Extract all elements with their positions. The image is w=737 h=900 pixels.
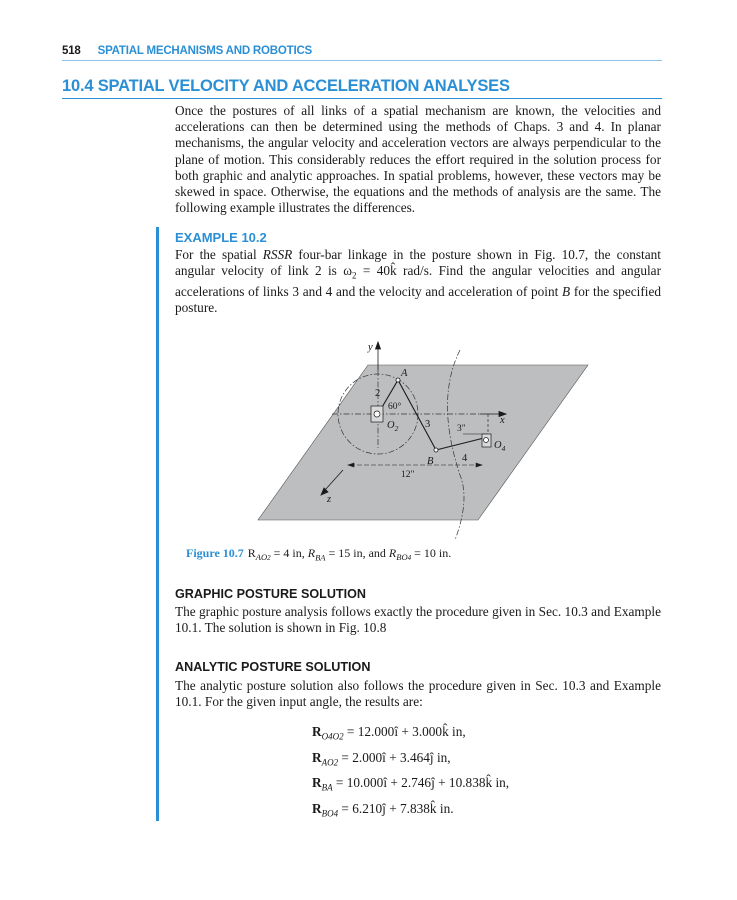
label-y: y <box>368 342 373 353</box>
section-rule <box>62 98 662 99</box>
label-link-4: 4 <box>462 453 468 464</box>
label-dim-12: 12" <box>401 470 415 480</box>
graphic-posture-heading: GRAPHIC POSTURE SOLUTION <box>175 587 367 601</box>
intro-paragraph: Once the postures of all links of a spatial mechanism are known, the velocities and accelerations can then be determined using the methods of Chaps. 3 and 4. In planar mechanisms, the angular velocity and acceleration vectors are always perpendicular to the plane of motion. This considerably reduces the effort required in the solution process for both graphic and analytic approaches. In spatial problems, however, these vectors may be skewed in space. Otherwise, the equations and the methods of analysis are the same. The following example illustrates the differences. <box>175 103 661 216</box>
label-o4: $O_4$ <box>494 440 506 453</box>
label-dim-3: 3" <box>457 424 466 434</box>
label-z: z <box>327 494 332 505</box>
example-paragraph: For the spatial RSSR four-bar linkage in the posture shown in Fig. 10.7, the constant angular velocity of link 2 is $\omega_2$ = 40k̂ rad/s. Find the angular velocities and angular accelerations of links 3 and 4 and the velocity and acceleration of point B for the specified posture. <box>175 247 661 316</box>
label-angle: 60° <box>388 402 402 412</box>
equation-r-ao2: $R_{AO2}$ = 2.000î + 3.464ĵ in, <box>312 750 451 768</box>
label-b: B <box>427 456 434 467</box>
analytic-posture-paragraph: The analytic posture solution also follows the procedure given in Sec. 10.3 and Example 10.1. For the given input angle, the results are: <box>175 678 661 710</box>
running-title: SPATIAL MECHANISMS AND ROBOTICS <box>97 45 313 57</box>
joint-a <box>396 378 400 382</box>
example-title: EXAMPLE 10.2 <box>175 230 267 245</box>
label-x: x <box>500 415 505 426</box>
joint-b <box>434 448 438 452</box>
running-head <box>62 45 662 57</box>
label-o2: $O_2$ <box>387 420 399 433</box>
bearing-o4 <box>482 434 491 447</box>
header-rule <box>62 60 662 61</box>
bearing-o2 <box>371 406 383 422</box>
example-sidebar <box>156 227 159 821</box>
label-link-3: 3 <box>425 419 431 430</box>
section-title: 10.4 SPATIAL VELOCITY AND ACCELERATION ANALYSES <box>62 77 510 95</box>
figure-10-7 <box>255 330 635 540</box>
equation-r-bo4: $R_{BO4}$ = 6.210ĵ + 7.838k̂ in. <box>312 801 454 819</box>
analytic-posture-heading: ANALYTIC POSTURE SOLUTION <box>175 660 371 674</box>
equation-r-o4o2: $R_{O4O2}$ = 12.000î + 3.000k̂ in, <box>312 724 466 742</box>
xz-plane <box>258 365 588 520</box>
figure-caption-label: Figure 10.7 <box>186 546 244 560</box>
label-a: A <box>401 368 408 379</box>
figure-caption: Figure 10.7 $R_{AO2} = 4$ in, $R_{BA} = 15$ in, and $R_{BO4} = 10$ in. <box>186 546 452 563</box>
label-link-2: 2 <box>375 388 381 399</box>
equation-r-ba: $R_{BA}$ = 10.000î + 2.746ĵ + 10.838k̂ in, <box>312 775 510 793</box>
page-number: 518 <box>62 45 81 57</box>
graphic-posture-paragraph: The graphic posture analysis follows exactly the procedure given in Sec. 10.3 and Example 10.1. The solution is shown in Fig. 10.8 <box>175 604 661 636</box>
